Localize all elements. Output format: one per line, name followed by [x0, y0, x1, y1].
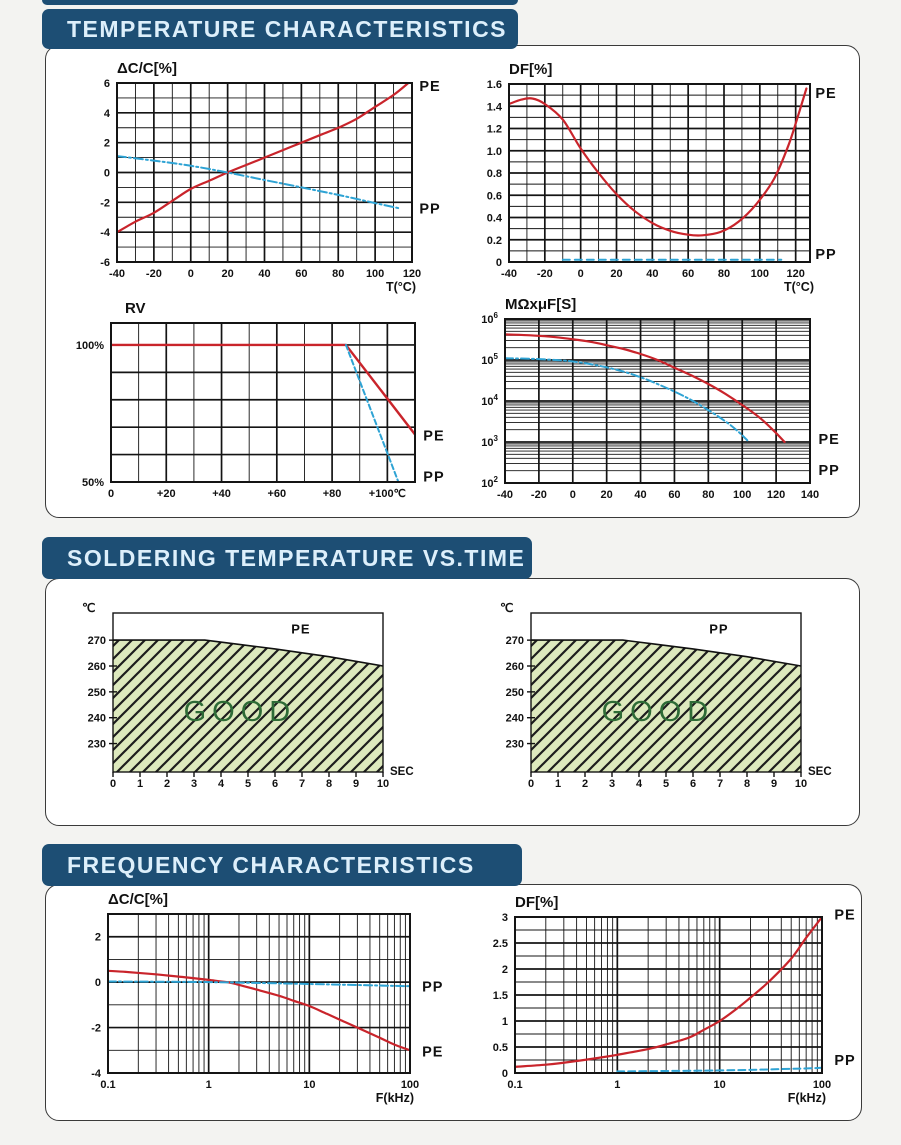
svg-text:60: 60	[668, 489, 681, 501]
svg-text:0: 0	[187, 268, 194, 280]
svg-text:1.6: 1.6	[486, 79, 502, 91]
svg-text:0: 0	[527, 778, 535, 790]
chart-soldering-pe	[60, 595, 455, 817]
svg-text:5: 5	[244, 778, 252, 790]
svg-text:4: 4	[217, 778, 225, 790]
svg-text:105: $10^5$	[481, 352, 498, 367]
svg-text:120: 120	[766, 489, 786, 501]
svg-text:PE: PE	[815, 85, 837, 102]
svg-text:4: 4	[635, 778, 643, 790]
svg-text:RV: RV	[125, 300, 146, 317]
chart-freq-capacitance-change	[60, 890, 460, 1112]
svg-text:PP: PP	[834, 1053, 856, 1069]
svg-text:℃: ℃	[82, 601, 96, 615]
svg-text:2.5: 2.5	[492, 938, 508, 950]
svg-text:10: 10	[376, 778, 390, 790]
svg-text:6: 6	[271, 778, 279, 790]
svg-text:PP: PP	[419, 201, 441, 218]
chart-temp-capacitance-change	[75, 58, 460, 295]
svg-text:T(°C): T(°C)	[386, 280, 416, 294]
svg-text:PP: PP	[709, 621, 729, 637]
svg-text:20: 20	[610, 268, 623, 280]
svg-text:2: 2	[501, 964, 508, 976]
svg-text:100: 100	[750, 268, 770, 280]
svg-text:120: 120	[402, 268, 422, 280]
svg-text:PE: PE	[423, 428, 445, 445]
svg-text:100: 100	[400, 1079, 420, 1091]
svg-text:230: 230	[87, 738, 106, 751]
svg-text:6: 6	[103, 78, 110, 90]
svg-text:F(kHz): F(kHz)	[787, 1091, 826, 1105]
svg-text:ΔC/C[%]: ΔC/C[%]	[117, 60, 177, 77]
svg-text:+100℃: +100℃	[368, 488, 406, 500]
section-header-soldering: SOLDERING TEMPERATURE VS.TIME	[42, 537, 532, 579]
svg-text:2: 2	[94, 931, 101, 944]
svg-text:-4: -4	[100, 227, 110, 240]
svg-text:PP: PP	[423, 469, 445, 486]
svg-text:1: 1	[554, 778, 562, 790]
svg-text:9: 9	[770, 778, 778, 790]
svg-text:3: 3	[190, 778, 198, 790]
svg-text:0: 0	[103, 167, 110, 180]
svg-text:-20: -20	[536, 268, 553, 280]
svg-text:PP: PP	[815, 247, 837, 264]
svg-text:80: 80	[702, 489, 715, 501]
svg-text:250: 250	[505, 686, 524, 699]
svg-text:1: 1	[501, 1016, 508, 1028]
svg-text:240: 240	[505, 712, 524, 725]
svg-text:DF[%]: DF[%]	[515, 894, 559, 911]
svg-text:1.5: 1.5	[492, 990, 508, 1002]
svg-text:7: 7	[298, 778, 306, 790]
svg-text:2: 2	[163, 778, 171, 790]
svg-text:250: 250	[87, 686, 106, 699]
svg-text:+80: +80	[322, 488, 342, 500]
svg-text:120: 120	[786, 268, 805, 280]
svg-text:-2: -2	[91, 1022, 101, 1035]
svg-text:20: 20	[221, 268, 234, 280]
svg-text:-20: -20	[530, 489, 547, 501]
svg-text:240: 240	[87, 712, 106, 725]
svg-text:0: 0	[577, 268, 584, 280]
svg-text:0: 0	[495, 257, 502, 269]
svg-text:6: 6	[689, 778, 697, 790]
svg-text:-40: -40	[109, 268, 125, 280]
svg-text:7: 7	[716, 778, 724, 790]
svg-text:1: 1	[205, 1079, 212, 1091]
svg-text:2: 2	[581, 778, 589, 790]
svg-text:-40: -40	[497, 489, 513, 501]
svg-text:50%: 50%	[81, 477, 104, 489]
svg-text:0.4: 0.4	[486, 212, 502, 225]
svg-text:-4: -4	[91, 1068, 101, 1080]
svg-text:0: 0	[107, 488, 115, 500]
svg-text:10: 10	[794, 778, 808, 790]
svg-text:100: 100	[365, 268, 385, 280]
svg-text:100: 100	[733, 489, 752, 501]
svg-text:PE: PE	[818, 431, 840, 448]
svg-text:0: 0	[109, 778, 117, 790]
svg-text:8: 8	[325, 778, 333, 790]
svg-text:10: 10	[303, 1079, 316, 1091]
svg-text:8: 8	[743, 778, 751, 790]
svg-text:1: 1	[614, 1079, 621, 1091]
svg-text:0: 0	[94, 977, 101, 990]
svg-text:1.0: 1.0	[486, 145, 502, 158]
svg-text:260: 260	[505, 661, 524, 673]
svg-text:40: 40	[646, 268, 659, 280]
svg-text:+20: +20	[156, 488, 176, 500]
svg-text:270: 270	[505, 635, 524, 648]
svg-text:ΔC/C[%]: ΔC/C[%]	[108, 891, 168, 908]
svg-text:PE: PE	[422, 1044, 444, 1061]
svg-text:102: $10^2$	[481, 475, 498, 490]
svg-text:-40: -40	[501, 268, 517, 280]
section-header-frequency: FREQUENCY CHARACTERISTICS	[42, 844, 522, 886]
chart-soldering-pp	[478, 595, 873, 817]
chart-temp-dissipation-factor	[465, 58, 862, 295]
svg-text:PE: PE	[834, 907, 856, 924]
svg-text:0: 0	[501, 1068, 508, 1080]
svg-text:4: 4	[103, 107, 110, 120]
svg-text:100: 100	[812, 1079, 832, 1091]
svg-text:140: 140	[800, 489, 820, 501]
svg-text:3: 3	[608, 778, 616, 790]
svg-text:+40: +40	[212, 488, 231, 500]
svg-text:103: $10^3$	[481, 434, 498, 449]
svg-text:T(°C): T(°C)	[784, 280, 814, 294]
svg-text:20: 20	[600, 489, 613, 501]
svg-text:60: 60	[295, 268, 308, 280]
svg-text:PE: PE	[291, 621, 311, 637]
svg-text:PE: PE	[419, 78, 441, 95]
svg-text:100%: 100%	[75, 339, 104, 352]
svg-text:0.5: 0.5	[492, 1042, 508, 1054]
svg-text:230: 230	[505, 738, 524, 751]
svg-text:0: 0	[569, 489, 576, 501]
svg-text:+60: +60	[267, 488, 287, 500]
svg-text:0.8: 0.8	[486, 168, 502, 180]
svg-text:0.6: 0.6	[486, 190, 502, 203]
svg-text:3: 3	[501, 912, 508, 924]
chart-freq-dissipation-factor	[465, 890, 865, 1112]
svg-text:SEC: SEC	[808, 766, 832, 778]
svg-text:GOOD: GOOD	[183, 695, 297, 728]
svg-text:80: 80	[717, 268, 731, 280]
svg-text:MΩxμF[S]: MΩxμF[S]	[505, 296, 577, 313]
svg-text:40: 40	[634, 489, 647, 501]
svg-text:40: 40	[258, 268, 271, 280]
svg-text:10: 10	[713, 1079, 726, 1091]
svg-text:DF[%]: DF[%]	[509, 61, 553, 78]
svg-text:260: 260	[87, 661, 106, 673]
svg-text:-20: -20	[145, 268, 162, 280]
svg-text:GOOD: GOOD	[601, 695, 715, 728]
svg-text:F(kHz): F(kHz)	[375, 1091, 414, 1105]
svg-text:0.1: 0.1	[507, 1079, 523, 1091]
svg-text:270: 270	[87, 635, 106, 648]
svg-text:60: 60	[682, 268, 695, 280]
svg-text:PP: PP	[818, 462, 840, 479]
svg-text:1: 1	[136, 778, 144, 790]
svg-text:9: 9	[352, 778, 360, 790]
chart-temp-insulation-resistance	[465, 295, 862, 512]
svg-text:PP: PP	[422, 979, 444, 996]
previous-section-header-remnant	[42, 0, 518, 5]
svg-text:2: 2	[103, 137, 110, 150]
svg-text:-2: -2	[100, 197, 110, 210]
svg-text:0.1: 0.1	[100, 1079, 116, 1091]
svg-text:5: 5	[662, 778, 670, 790]
svg-text:80: 80	[332, 268, 345, 280]
svg-text:0.2: 0.2	[486, 234, 502, 247]
svg-text:-6: -6	[100, 257, 110, 269]
svg-text:104: $10^4$	[481, 393, 498, 408]
svg-text:106: $10^6$	[481, 311, 498, 326]
chart-temp-rated-voltage	[60, 300, 460, 512]
svg-text:1.4: 1.4	[486, 101, 502, 114]
svg-text:℃: ℃	[500, 601, 514, 615]
svg-text:SEC: SEC	[390, 766, 414, 778]
section-header-temperature: TEMPERATURE CHARACTERISTICS	[42, 9, 518, 49]
svg-text:1.2: 1.2	[486, 123, 502, 136]
